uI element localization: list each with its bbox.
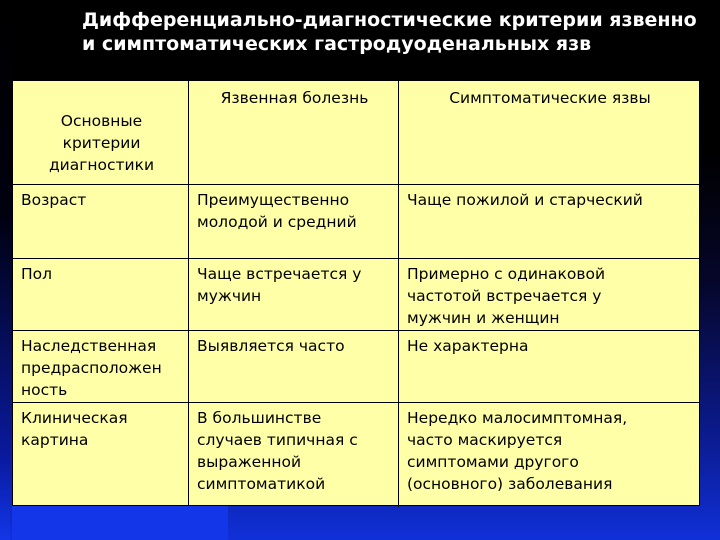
header-criteria: Основные критерии диагностики bbox=[13, 81, 189, 184]
header-symptomatic-ulcers: Симптоматические язвы bbox=[449, 89, 651, 107]
table-row bbox=[13, 259, 699, 331]
row-criterion: Пол bbox=[13, 259, 189, 330]
row-symptomatic-value: Не характерна bbox=[407, 337, 529, 355]
header-ulcer-disease: Язвенная болезнь bbox=[189, 81, 399, 184]
row-ulcer-value: В большинстве случаев типичная с выраженной симптоматикой bbox=[189, 403, 399, 507]
slide-title bbox=[82, 8, 720, 56]
table-header-row bbox=[13, 81, 699, 185]
row-symptomatic-value: Нередко малосимптомная, часто маскируется симптомами другого (основного) заболевания bbox=[407, 409, 628, 493]
table-row bbox=[13, 185, 699, 259]
slide-background-strip bbox=[0, 0, 10, 540]
slide-title-line-2: и симптоматических гастродуоденальных язв bbox=[82, 33, 592, 55]
row-ulcer-value: Преимущественно молодой и средний bbox=[189, 185, 399, 258]
row-symptomatic-value: Примерно с одинаковой частотой встречается у мужчин и женщин bbox=[407, 265, 606, 327]
table-row bbox=[13, 403, 699, 507]
row-criterion: Возраст bbox=[13, 185, 189, 258]
table-row bbox=[13, 331, 699, 403]
decorative-bottom-bar bbox=[12, 506, 228, 540]
row-ulcer-value: Чаще встречается у мужчин bbox=[189, 259, 399, 330]
row-ulcer-value: Выявляется часто bbox=[189, 331, 399, 402]
slide-title-line-1: Дифференциально-диагностические критерии язвенно bbox=[82, 9, 697, 31]
row-criterion: Клиническая картина bbox=[13, 403, 189, 507]
row-criterion: Наследственная предрасположен ность bbox=[13, 331, 189, 402]
row-symptomatic-value: Чаще пожилой и старческий bbox=[407, 191, 643, 209]
criteria-table bbox=[12, 80, 700, 506]
